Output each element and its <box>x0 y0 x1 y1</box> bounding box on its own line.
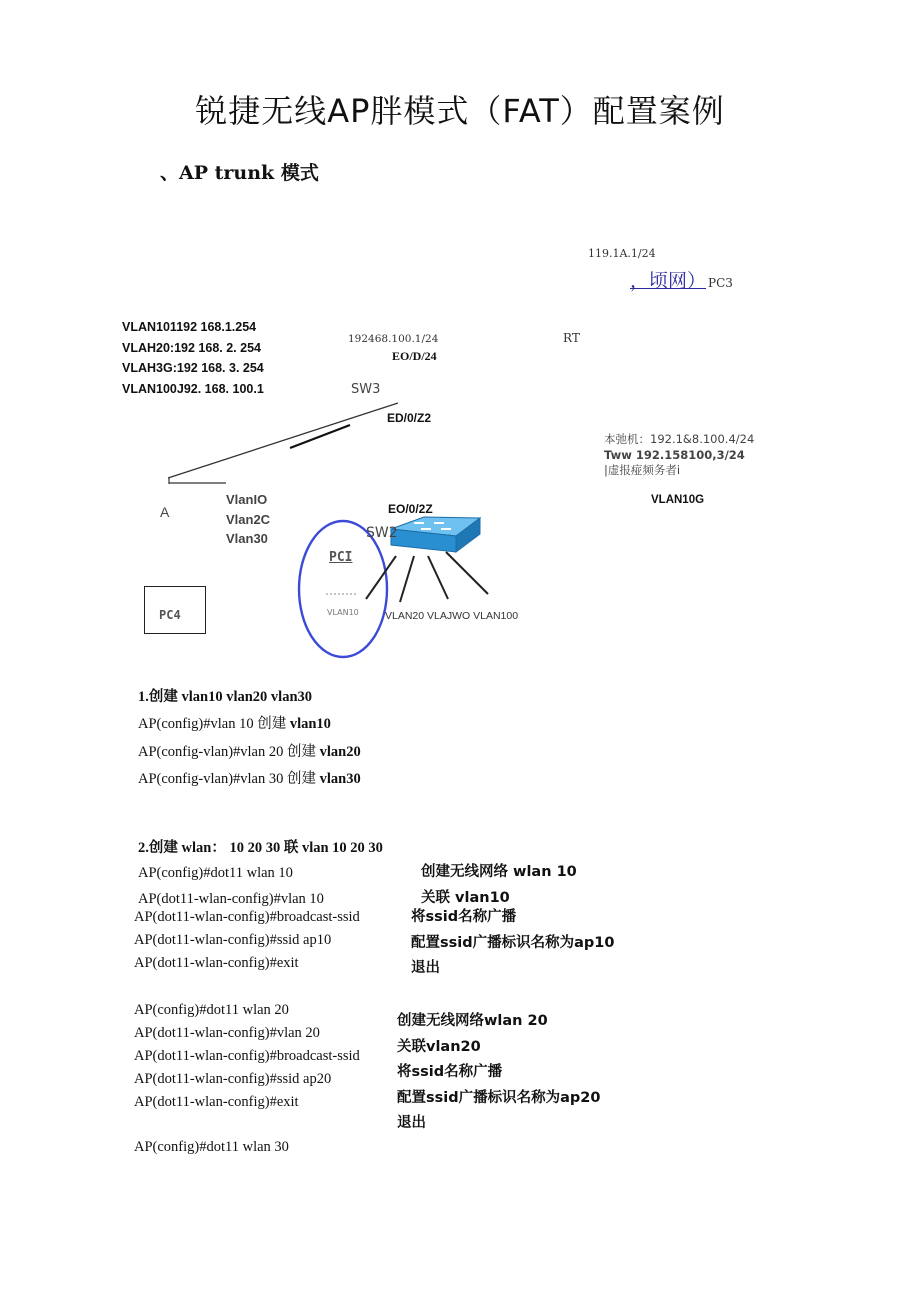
note-line: 创建无线网络wlan 20 <box>397 1013 548 1029</box>
sw2-cluster <box>296 514 519 662</box>
command-line: AP(dot11-wlan-config)#broadcast-ssid <box>134 909 360 925</box>
sw3-label: SW3 <box>351 382 381 397</box>
command-line: AP(dot11-wlan-config)#exit <box>134 1094 299 1110</box>
wlan30-command: AP(config)#dot11 wlan 30 <box>134 1139 289 1155</box>
command-line: AP(config)#dot11 wlan 10 <box>138 865 293 881</box>
trunk-link-line <box>150 400 410 490</box>
command-line: AP(dot11-wlan-config)#vlan 10 <box>138 890 324 907</box>
network-link-label: ，顷网） <box>630 270 707 292</box>
ap-vlan-list <box>226 490 270 549</box>
vlan-ip-item: VLAH20:192 168. 2. 254 <box>122 340 261 355</box>
section1-commands <box>138 710 361 793</box>
vlan-ip-item: VLAH3G:192 168. 3. 254 <box>122 361 264 375</box>
note-line: 创建无线网络 wlan 10 <box>421 864 577 880</box>
note-line: 配置ssid广播标识名称为ap20 <box>397 1089 601 1106</box>
wlan10-notes-b <box>411 905 614 982</box>
note-line: 关联 vlan10 <box>421 889 510 906</box>
vlan-bottom-label: VLAN20 VLAJWO VLAN100 <box>385 610 519 622</box>
command-line: AP(dot11-wlan-config)#exit <box>134 955 299 971</box>
vlan-ip-item: VLAN101192 168.1.254 <box>122 320 257 334</box>
note-line: 将ssid名称广播 <box>397 1064 503 1080</box>
note-line: 关联vlan20 <box>397 1038 481 1055</box>
command-line: AP(dot11-wlan-config)#ssid ap20 <box>134 1071 332 1087</box>
command-line: AP(config)#dot11 wlan 20 <box>134 1002 289 1018</box>
vlan-ip-list <box>122 317 264 399</box>
port-top-label: EO/D/24 <box>392 349 437 363</box>
command-line: AP(dot11-wlan-config)#vlan 20 <box>134 1025 320 1041</box>
wlan10-commands-a <box>138 861 324 912</box>
ap-vlan-item: Vlan30 <box>226 531 268 546</box>
command-line: AP(config)#vlan 10 创建 vlan10 <box>138 716 331 732</box>
command-line: AP(dot11-wlan-config)#ssid ap10 <box>134 932 332 948</box>
pc3-label: PC3 <box>708 276 733 290</box>
command-line: AP(config-vlan)#vlan 20 创建 vlan20 <box>138 743 361 760</box>
note-line: 将ssid名称广播 <box>411 909 517 925</box>
pc1-label: PCI <box>329 550 353 565</box>
wlan20-notes <box>397 1009 600 1137</box>
section-subtitle: 、AP trunk 模式 <box>160 162 319 184</box>
command-line: AP(dot11-wlan-config)#broadcast-ssid <box>134 1048 360 1064</box>
ap-vlan-item: Vlan2C <box>226 511 271 527</box>
pc1-vlan-label: VLAN10 <box>327 608 359 617</box>
vlan10g-label: VLAN10G <box>651 494 705 506</box>
vlan-ip-item: VLAN100J92. 168. 100.1 <box>122 381 264 396</box>
ap-a-label: A <box>160 504 170 520</box>
ap-vlan-item: VlanIO <box>226 492 268 507</box>
rt-label: RT <box>563 331 580 345</box>
port-sw3-label: ED/0/Z2 <box>387 411 432 425</box>
command-line: AP(config-vlan)#vlan 30 创建 vlan30 <box>138 771 361 787</box>
note-line: 退出 <box>397 1115 426 1131</box>
wlan20-commands <box>134 999 360 1114</box>
wlan10-notes-a <box>421 860 577 911</box>
server-info-line: 本弛机：192.1&8.100.4/24 <box>604 432 755 446</box>
server-info <box>604 432 754 479</box>
page-title: 锐捷无线AP胖模式（FAT）配置案例 <box>195 92 725 130</box>
section2-heading: 2.创建 wlan： 10 20 30 联 vlan 10 20 30 <box>138 840 383 856</box>
note-line: 退出 <box>411 960 440 976</box>
ip-top-label: 119.1A.1/24 <box>588 247 656 260</box>
ip-mid-label: 192468.100.1/24 <box>348 333 439 345</box>
port-sw2-label: EO/0/2Z <box>388 502 433 516</box>
server-info-line: Tww 192.158100,3/24 <box>604 447 745 462</box>
pc4-label: PC4 <box>159 608 181 622</box>
pc4-box <box>144 586 206 634</box>
section1-heading: 1.创建 vlan10 vlan20 vlan30 <box>138 689 313 705</box>
wlan10-commands-b <box>134 906 360 975</box>
server-info-line: |虚报痖频务者i <box>604 463 681 477</box>
sw2-label: SW2 <box>366 525 398 541</box>
note-line: 配置ssid广播标识名称为ap10 <box>411 934 615 951</box>
